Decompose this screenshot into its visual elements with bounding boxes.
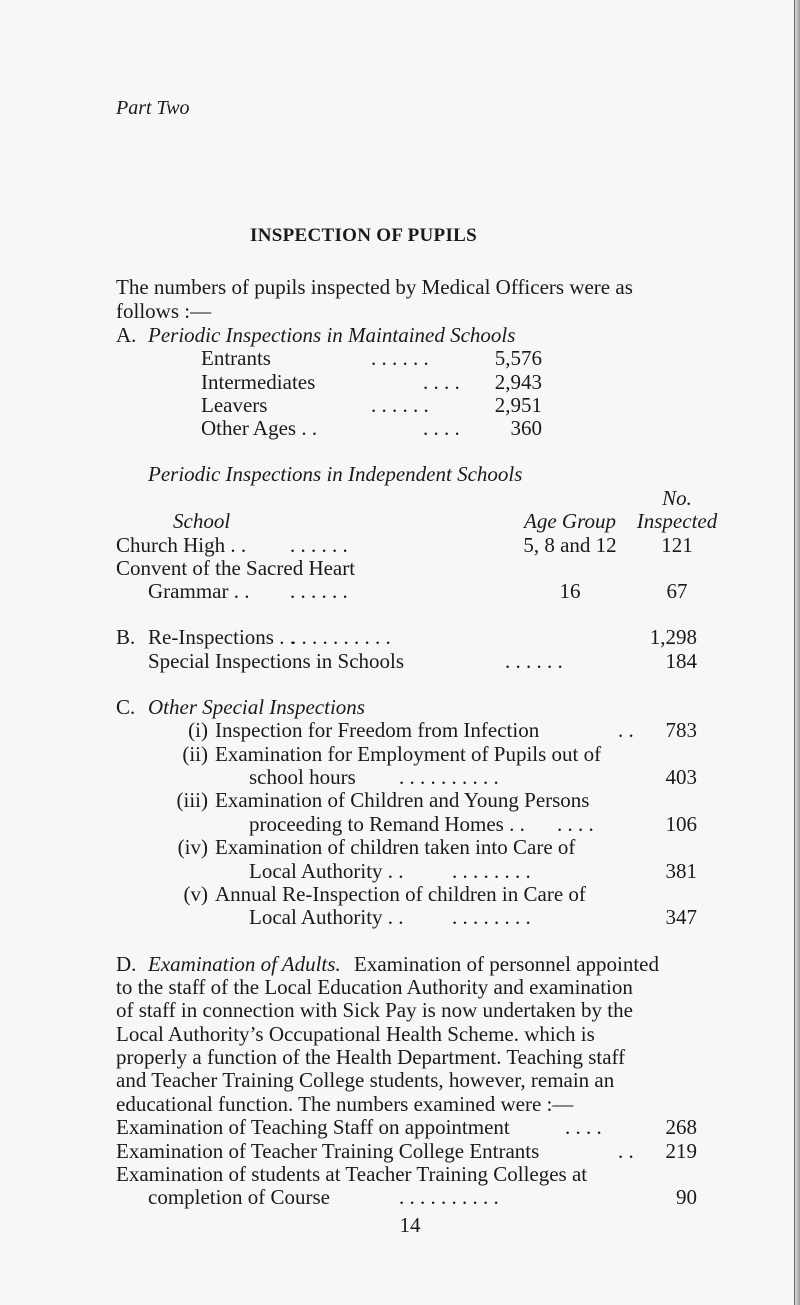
convent-school: Convent of the Sacred Heart [116, 556, 356, 580]
item-iii-number: (iii) [176, 788, 208, 812]
section-d-para-line-1: Examination of personnel appointed [354, 952, 660, 976]
section-c-heading: Other Special Inspections [148, 695, 365, 719]
item-i-number: (i) [188, 718, 208, 742]
teaching-staff-label: Examination of Teaching Staff on appointment [116, 1115, 510, 1139]
page-title: INSPECTION OF PUPILS [250, 225, 477, 246]
students-completion-label-cont: completion of Course [148, 1185, 330, 1209]
section-d-para-line-4: Local Authority’s Occupational Health Scheme. which is [116, 1022, 595, 1046]
intro-line-2: follows :— [116, 299, 212, 323]
item-iii-dots: . . . . [557, 812, 594, 836]
item-v-dots: . . . . . . . . [452, 905, 531, 929]
teaching-staff-dots: . . . . [565, 1115, 602, 1139]
special-inspections-label: Special Inspections in Schools [148, 649, 405, 673]
reinspections-label: Re-Inspections . . [148, 625, 295, 649]
church-high-dots: . . . . . . [290, 533, 348, 557]
item-iv-value: 381 [665, 859, 697, 883]
intermediates-dots: . . . . [423, 370, 460, 394]
col-school-header: School [173, 509, 231, 533]
item-ii-text-cont: school hours [249, 765, 356, 789]
col-no-header: No. [662, 486, 692, 510]
leavers-dots: . . . . . . [371, 393, 429, 417]
item-i-text: Inspection for Freedom from Infection [215, 718, 540, 742]
page-edge-shadow [795, 0, 800, 1305]
other-ages-dots: . . . . [423, 416, 460, 440]
section-a-heading: Periodic Inspections in Maintained Schools [148, 323, 516, 347]
reinspections-dots: . . . . . . . . . . [291, 625, 391, 649]
other-ages-value: 360 [510, 416, 542, 440]
intermediates-label: Intermediates [201, 370, 316, 394]
students-completion-label: Examination of students at Teacher Training Colleges at [116, 1162, 588, 1186]
item-v-value: 347 [665, 905, 697, 929]
reinspections-value: 1,298 [649, 625, 697, 649]
item-i-value: 783 [665, 718, 697, 742]
students-completion-value: 90 [676, 1185, 697, 1209]
item-iii-value: 106 [665, 812, 697, 836]
section-a-letter: A. [116, 323, 137, 347]
college-entrants-value: 219 [665, 1139, 697, 1163]
college-entrants-dots: . . [618, 1139, 634, 1163]
leavers-value: 2,951 [494, 393, 542, 417]
item-iv-dots: . . . . . . . . [452, 859, 531, 883]
item-ii-text: Examination for Employment of Pupils out of [215, 742, 602, 766]
section-d-para-line-3: of staff in connection with Sick Pay is now undertaken by the [116, 998, 633, 1022]
item-ii-number: (ii) [182, 742, 208, 766]
item-i-dots: . . [618, 718, 634, 742]
section-c-letter: C. [116, 695, 136, 719]
item-iii-text-cont: proceeding to Remand Homes . . [249, 812, 525, 836]
students-completion-dots: . . . . . . . . . . [399, 1185, 499, 1209]
church-high-inspected: 121 [661, 533, 693, 557]
item-v-text: Annual Re-Inspection of children in Care of [215, 882, 586, 906]
convent-age: 16 [559, 579, 581, 603]
section-b-letter: B. [116, 625, 136, 649]
part-heading: Part Two [116, 97, 190, 119]
section-d-para-line-6: and Teacher Training College students, however, remain an [116, 1068, 615, 1092]
church-high-age: 5, 8 and 12 [523, 533, 617, 557]
section-d-heading: Examination of Adults. [148, 952, 341, 976]
independent-heading: Periodic Inspections in Independent Schools [148, 462, 523, 486]
college-entrants-label: Examination of Teacher Training College Entrants [116, 1139, 540, 1163]
section-d-para-line-2: to the staff of the Local Education Authority and examination [116, 975, 633, 999]
entrants-dots: . . . . . . [371, 346, 429, 370]
item-ii-value: 403 [665, 765, 697, 789]
intro-line-1: The numbers of pupils inspected by Medical Officers were as [116, 275, 633, 299]
item-iv-text-cont: Local Authority . . [249, 859, 404, 883]
page-number: 14 [399, 1213, 421, 1237]
item-v-text-cont: Local Authority . . [249, 905, 404, 929]
item-v-number: (v) [183, 882, 208, 906]
item-ii-dots: . . . . . . . . . . [399, 765, 499, 789]
entrants-value: 5,576 [494, 346, 542, 370]
church-high-school: Church High . . [116, 533, 247, 557]
special-inspections-dots: . . . . . . [505, 649, 563, 673]
col-age-header: Age Group [524, 509, 616, 533]
convent-school-cont: Grammar . . [148, 579, 250, 603]
convent-inspected: 67 [666, 579, 688, 603]
section-d-letter: D. [116, 952, 137, 976]
special-inspections-value: 184 [665, 649, 697, 673]
item-iv-number: (iv) [177, 835, 208, 859]
entrants-label: Entrants [201, 346, 271, 370]
section-d-para-line-5: properly a function of the Health Department. Teaching staff [116, 1045, 626, 1069]
leavers-label: Leavers [201, 393, 268, 417]
col-inspected-header: Inspected [636, 509, 718, 533]
convent-dots: . . . . . . [290, 579, 348, 603]
item-iv-text: Examination of children taken into Care of [215, 835, 576, 859]
section-d-para-line-7: educational function. The numbers examined were :— [116, 1092, 574, 1116]
item-iii-text: Examination of Children and Young Persons [215, 788, 590, 812]
teaching-staff-value: 268 [665, 1115, 697, 1139]
other-ages-label: Other Ages . . [201, 416, 318, 440]
intermediates-value: 2,943 [494, 370, 542, 394]
